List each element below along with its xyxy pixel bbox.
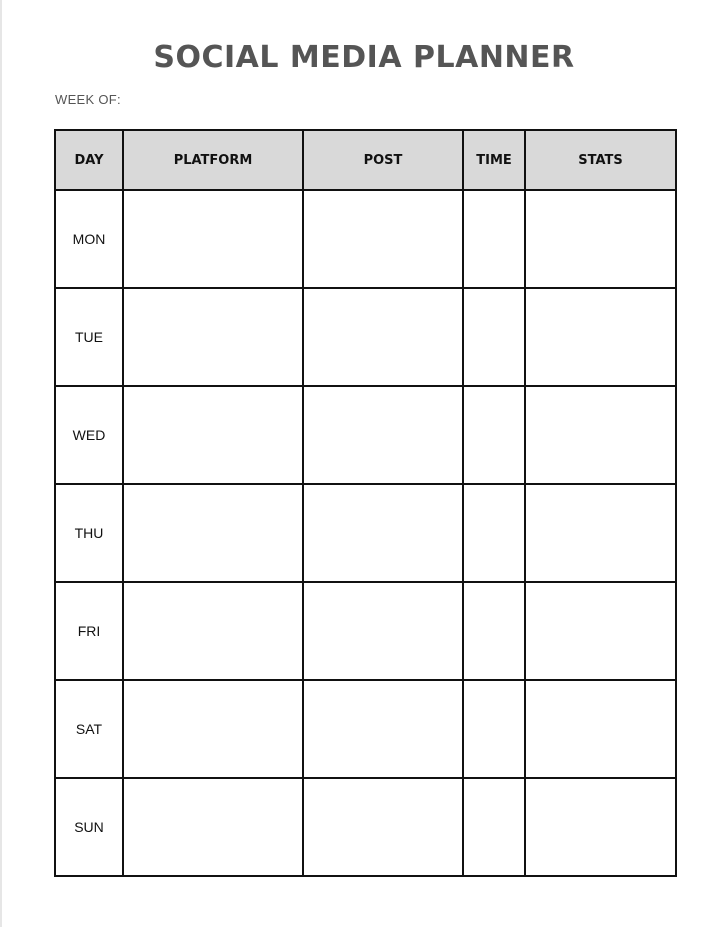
table-row xyxy=(55,680,676,778)
post-cell[interactable] xyxy=(303,288,463,386)
day-cell: SAT xyxy=(55,680,123,778)
table-row xyxy=(55,484,676,582)
day-cell: FRI xyxy=(55,582,123,680)
day-cell: MON xyxy=(55,190,123,288)
header-platform: PLATFORM xyxy=(123,130,303,190)
time-cell[interactable] xyxy=(463,484,525,582)
table-row xyxy=(55,288,676,386)
platform-cell[interactable] xyxy=(123,582,303,680)
stats-cell[interactable] xyxy=(525,386,676,484)
day-cell: SUN xyxy=(55,778,123,876)
platform-cell[interactable] xyxy=(123,484,303,582)
table-row xyxy=(55,778,676,876)
platform-cell[interactable] xyxy=(123,778,303,876)
time-cell[interactable] xyxy=(463,288,525,386)
stats-cell[interactable] xyxy=(525,484,676,582)
stats-cell[interactable] xyxy=(525,288,676,386)
time-cell[interactable] xyxy=(463,582,525,680)
platform-cell[interactable] xyxy=(123,190,303,288)
post-cell[interactable] xyxy=(303,190,463,288)
stats-cell[interactable] xyxy=(525,778,676,876)
time-cell[interactable] xyxy=(463,386,525,484)
header-post: POST xyxy=(303,130,463,190)
day-cell: THU xyxy=(55,484,123,582)
stats-cell[interactable] xyxy=(525,582,676,680)
page-title: SOCIAL MEDIA PLANNER xyxy=(153,40,575,75)
post-cell[interactable] xyxy=(303,386,463,484)
header-row xyxy=(55,130,676,190)
post-cell[interactable] xyxy=(303,778,463,876)
platform-cell[interactable] xyxy=(123,386,303,484)
day-cell: TUE xyxy=(55,288,123,386)
post-cell[interactable] xyxy=(303,484,463,582)
day-cell: WED xyxy=(55,386,123,484)
header-day: DAY xyxy=(55,130,123,190)
time-cell[interactable] xyxy=(463,680,525,778)
platform-cell[interactable] xyxy=(123,288,303,386)
post-cell[interactable] xyxy=(303,582,463,680)
table-row xyxy=(55,582,676,680)
stats-cell[interactable] xyxy=(525,190,676,288)
platform-cell[interactable] xyxy=(123,680,303,778)
time-cell[interactable] xyxy=(463,190,525,288)
header-stats: STATS xyxy=(525,130,676,190)
time-cell[interactable] xyxy=(463,778,525,876)
post-cell[interactable] xyxy=(303,680,463,778)
table-row xyxy=(55,190,676,288)
table-row xyxy=(55,386,676,484)
page-left-edge xyxy=(0,0,2,927)
week-of-label: WEEK OF: xyxy=(55,92,121,107)
planner-table xyxy=(54,129,677,877)
header-time: TIME xyxy=(463,130,525,190)
stats-cell[interactable] xyxy=(525,680,676,778)
